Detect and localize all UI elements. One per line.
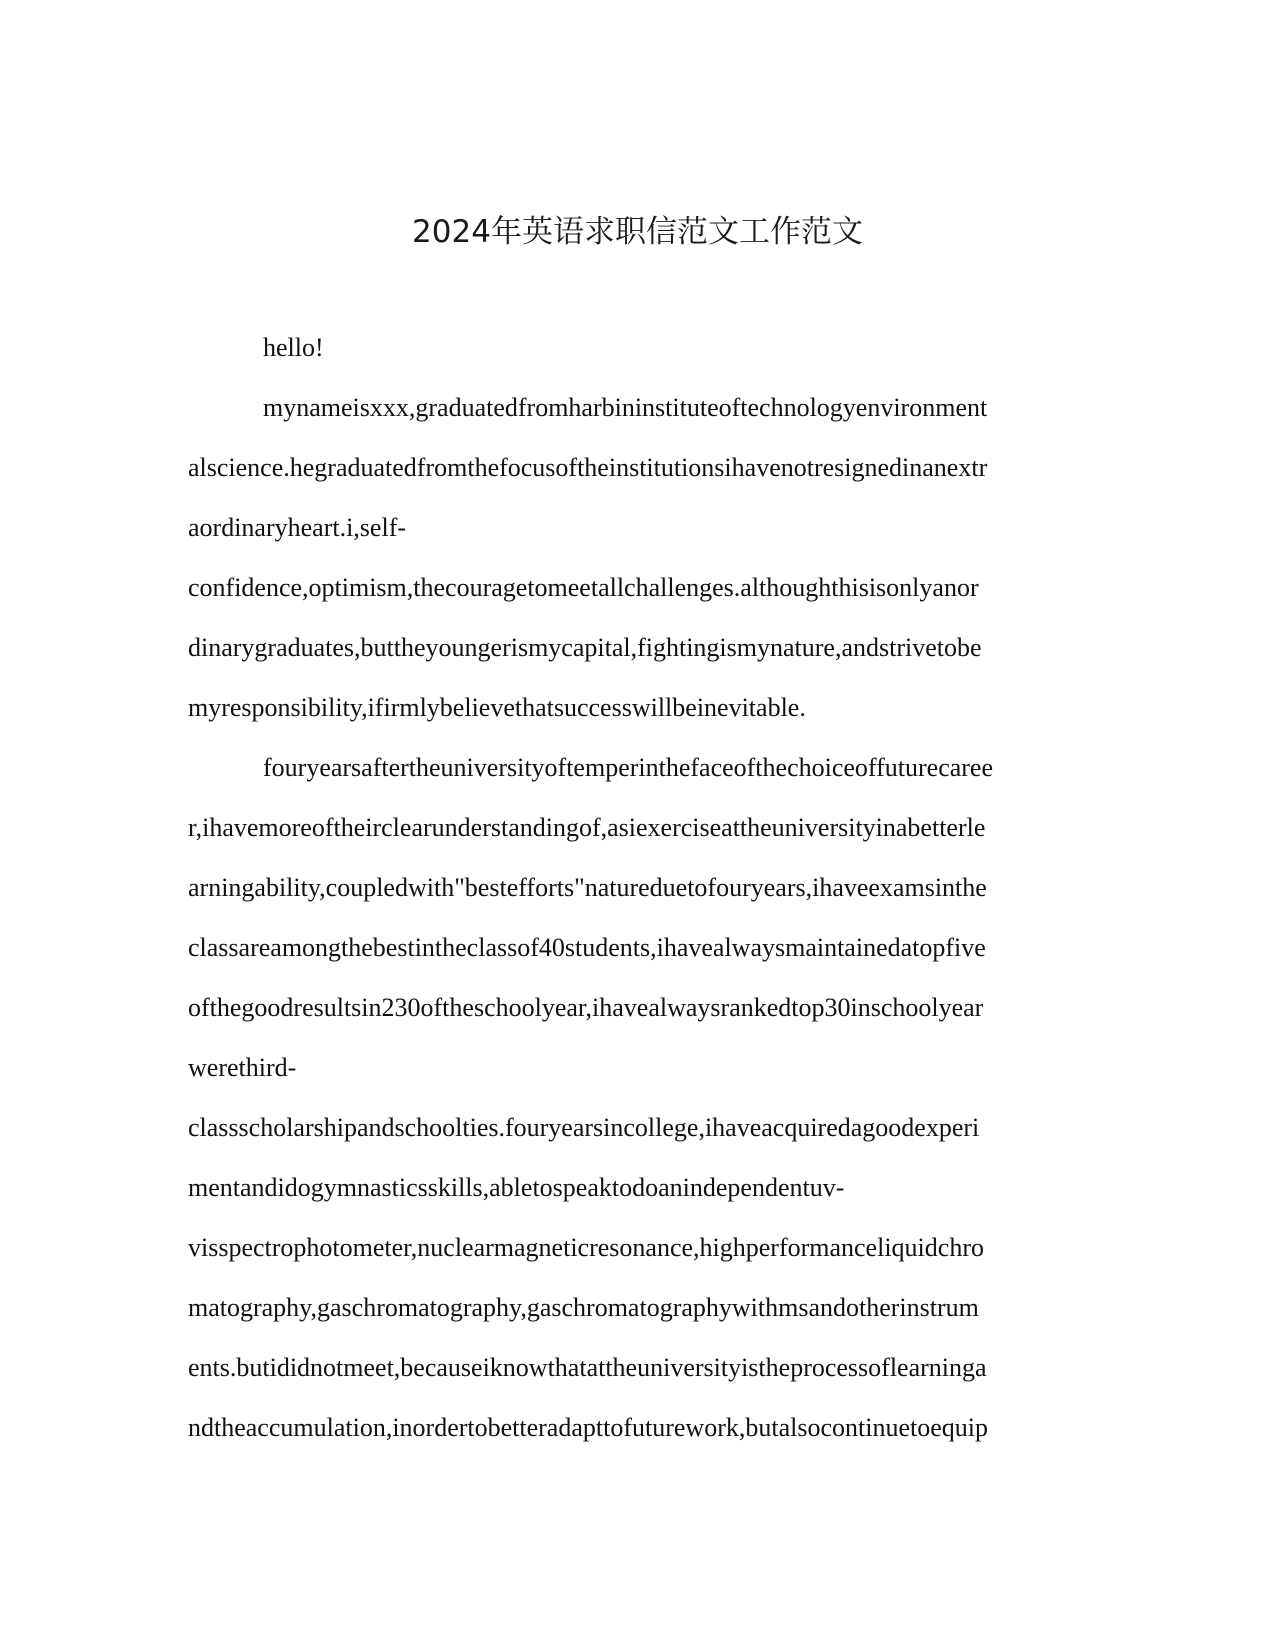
body-line: dinarygraduates,buttheyoungerismycapital,fightingismynature,andstrivetobe (188, 633, 982, 662)
body-line: r,ihavemoreoftheirclearunderstandingof,asiexerciseattheuniversityinabetterle (188, 813, 986, 842)
body-line: visspectrophotometer,nuclearmagneticresonance,highperformanceliquidchro (188, 1233, 984, 1262)
body-line: fouryearsaftertheuniversityoftemperinthefaceofthechoiceoffuturecaree (263, 753, 994, 782)
body-line: werethird- (188, 1053, 297, 1082)
body-line: ents.butididnotmeet,becauseiknowthatattheuniversityistheprocessoflearninga (188, 1353, 987, 1382)
body-line: confidence,optimism,thecouragetomeetallchallenges.althoughthisisonlyanor (188, 573, 979, 602)
body-line: ofthegoodresultsin230oftheschoolyear,ihavealwaysrankedtop30inschoolyear (188, 993, 984, 1022)
body-line: aordinaryheart.i,self- (188, 513, 407, 542)
body-line: myresponsibility,ifirmlybelievethatsuccesswillbeinevitable. (188, 693, 806, 722)
greeting-line: hello! (263, 333, 324, 362)
body-line: mentandidogymnasticsskills,abletospeaktodoanindependentuv- (188, 1173, 845, 1202)
document-title: 2024年英语求职信范文工作范文 (412, 214, 863, 250)
body-line: classscholarshipandschoolties.fouryearsincollege,ihaveacquiredagoodexperi (188, 1113, 980, 1142)
body-line: classareamongthebestintheclassof40students,ihavealwaysmaintainedatopfive (188, 933, 986, 962)
body-line: alscience.hegraduatedfromthefocusoftheinstitutionsihavenotresignedinanextr (188, 453, 988, 482)
body-line: arningability,coupledwith"bestefforts"natureduetofouryears,ihaveexamsinthe (188, 873, 987, 902)
body-line: matography,gaschromatography,gaschromatographywithmsandotherinstrum (188, 1293, 979, 1322)
body-line: ndtheaccumulation,inordertobetteradapttofuturework,butalsocontinuetoequip (188, 1413, 988, 1442)
body-line: mynameisxxx,graduatedfromharbininstituteoftechnologyenvironment (263, 393, 988, 422)
